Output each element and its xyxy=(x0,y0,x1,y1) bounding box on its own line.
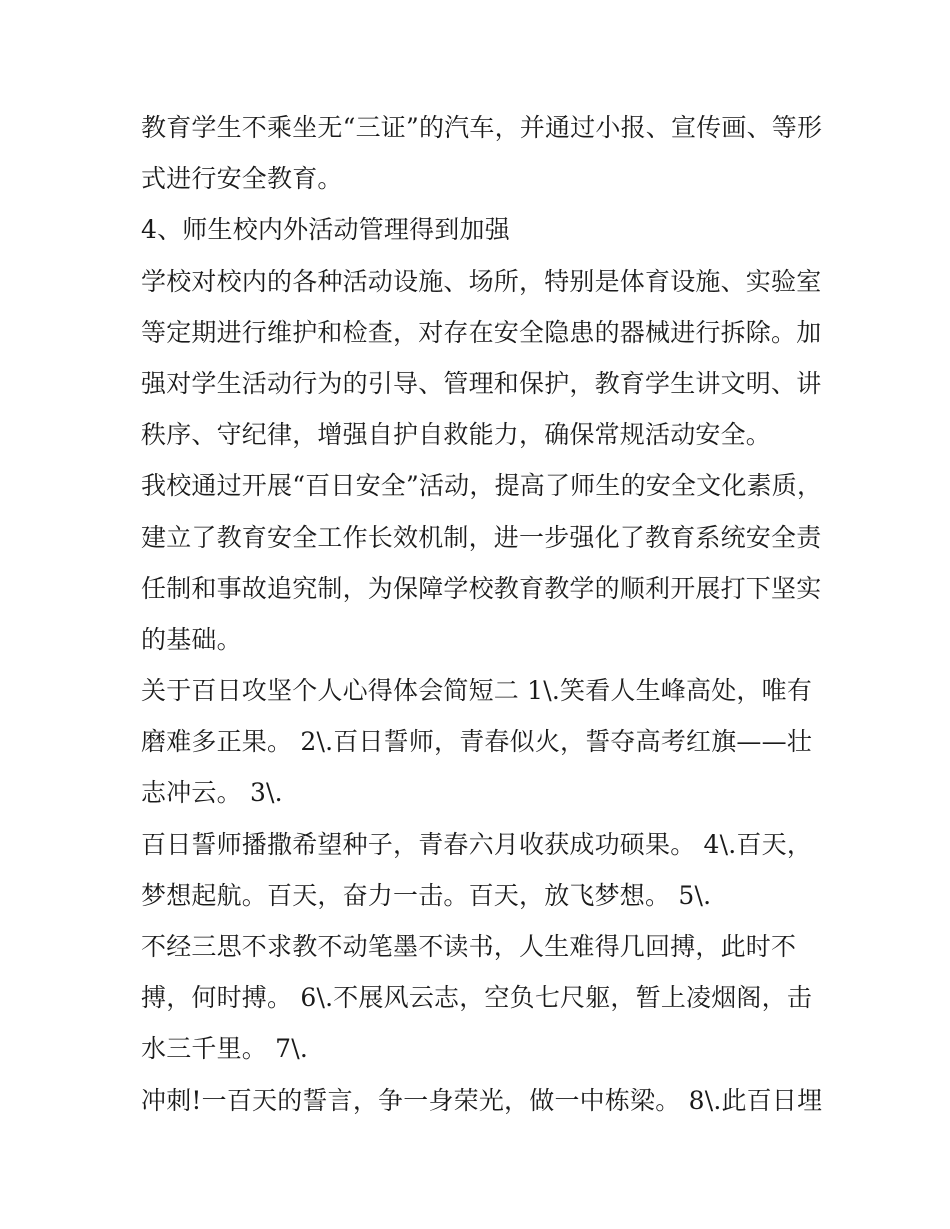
text-line: 不经三思不求教不动笔墨不读书，人生难得几回搏，此时不 xyxy=(141,932,797,961)
text-line: 梦想起航。百天，奋力一击。百天，放飞梦想。 5\. xyxy=(141,880,712,910)
text-line: 关于百日攻坚个人心得体会简短二 1\.笑看人生峰高处，唯有 xyxy=(141,676,813,706)
text-line: 秩序、守纪律，增强自护自救能力，确保常规活动安全。 xyxy=(141,420,772,450)
text-line: 教育学生不乘坐无“三证”的汽车，并通过小报、宣传画、等形 xyxy=(141,113,823,142)
text-line: 的基础。 xyxy=(141,624,242,654)
text-line: 冲刺!一百天的誓言，争一身荣光，做一中栋梁。 8\.此百日埋 xyxy=(141,1085,823,1115)
text-line: 磨难多正果。 2\.百日誓师，青春似火，誓夺高考红旗——壮 xyxy=(141,727,813,757)
text-line: 搏，何时搏。 6\.不展风云志，空负七尺躯，暂上凌烟阁，击 xyxy=(141,983,813,1013)
text-line: 我校通过开展“百日安全”活动，提高了师生的安全文化素质， xyxy=(141,471,823,501)
text-line: 志冲云。 3\. xyxy=(141,778,283,808)
text-line: 任制和事故追究制，为保障学校教育教学的顺利开展打下坚实 xyxy=(141,573,822,603)
text-line: 百日誓师播撒希望种子，青春六月收获成功硕果。 4\.百天， xyxy=(141,829,813,859)
text-line: 水三千里。 7\. xyxy=(141,1034,309,1064)
text-line: 强对学生活动行为的引导、管理和保护，教育学生讲文明、讲 xyxy=(141,368,822,398)
document-body xyxy=(141,102,821,1126)
section-heading: 4、师生校内外活动管理得到加强 xyxy=(141,215,510,245)
text-line: 等定期进行维护和检查，对存在安全隐患的器械进行拆除。加 xyxy=(141,317,822,347)
text-line: 式进行安全教育。 xyxy=(141,164,343,194)
text-line: 建立了教育安全工作长效机制，进一步强化了教育系统安全责 xyxy=(141,522,822,552)
text-line: 学校对校内的各种活动设施、场所，特别是体育设施、实验室 xyxy=(141,266,822,296)
